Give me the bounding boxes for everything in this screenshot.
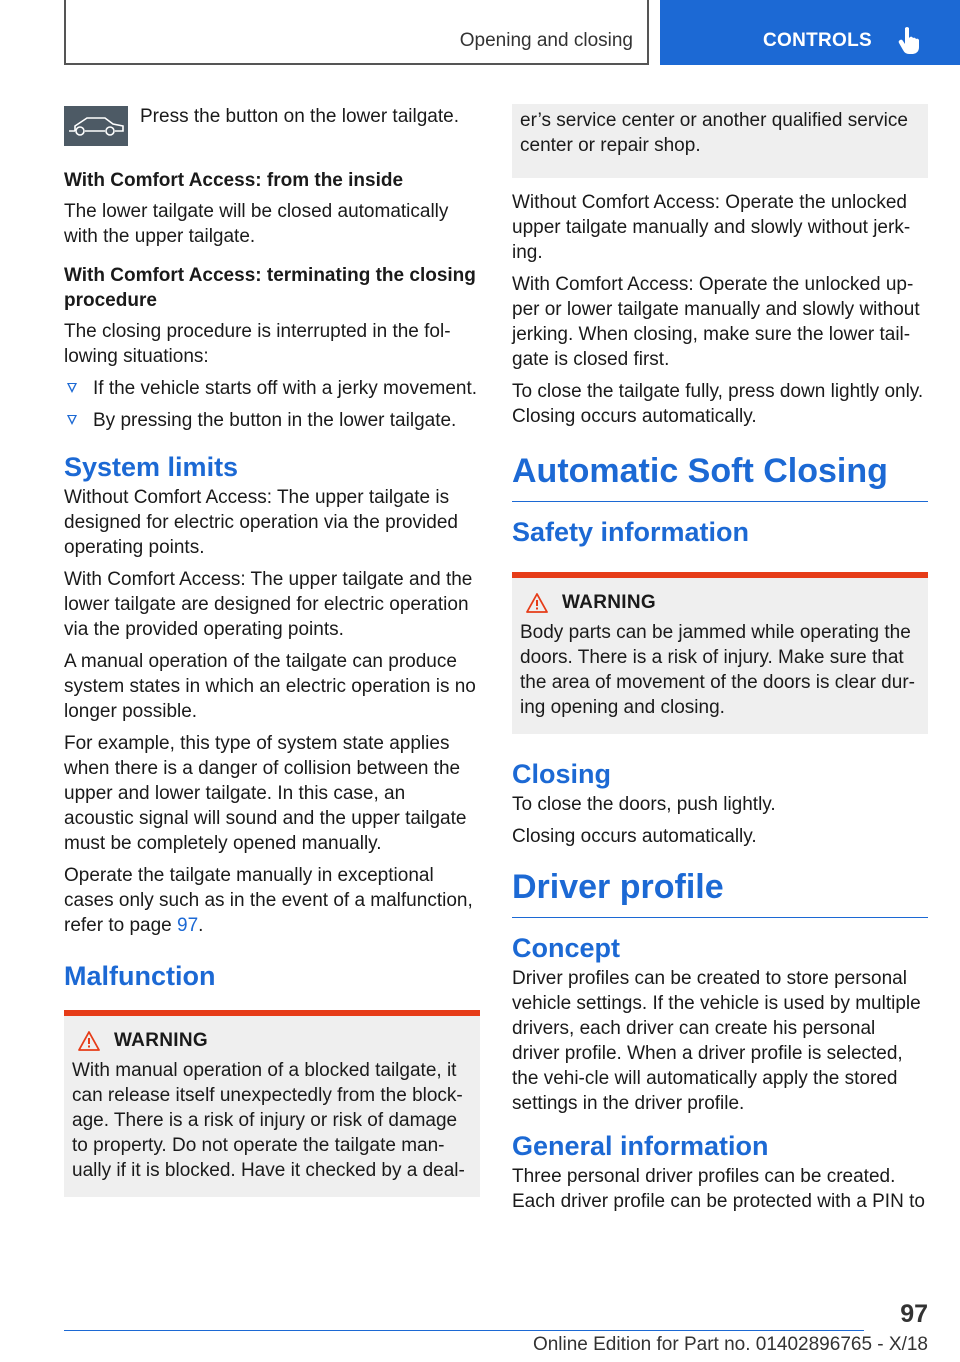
safety-information-heading: Safety information [512,517,750,547]
section-title: Opening and closing [459,30,633,51]
warning-continuation-box [512,104,928,178]
manual-operation-p2: With Comfort Access: Operate the unlocked up‐per or lower tailgate manually and slowly without jerking. When closing, make sure the lower tail‐gate is closed first. [512,274,920,370]
closing-p2: Closing occurs automatically. [512,826,757,847]
button-instruction-text: Press the button on the lower tailgate. [140,106,459,127]
malfunction-heading: Malfunction [64,961,216,991]
footer-edition-text: Online Edition for Part no. 01402896765 - X/18 [532,1334,928,1355]
closing-heading: Closing [512,759,611,789]
page-number: 97 [900,1300,928,1328]
terminating-text: The closing procedure is interrupted in the fol‐lowing situations: [64,321,451,367]
hand-pointer-icon [897,26,923,54]
comfort-inside-heading: With Comfort Access: from the inside [64,170,404,191]
warning-header [520,592,920,614]
soft-closing-heading: Automatic Soft Closing [512,451,928,502]
car-tailgate-icon [64,106,128,146]
system-limits-p5: Operate the tailgate manually in exceptional cases only such as in the event of a malfunction, refer to page 97. [64,865,473,936]
warning-continuation-text: er’s service center or another qualified service center or repair shop. [520,110,908,156]
triangle-bullet-icon [67,415,77,425]
general-information-text: Three personal driver profiles can be created. Each driver profile can be protected with a PIN to [512,1166,925,1212]
tailgate-button-instruction [64,100,480,146]
comfort-inside-text: The lower tailgate will be closed automatically with the upper tailgate. [64,201,449,247]
warning-triangle-icon [78,1031,100,1051]
warning-header [72,1030,472,1052]
triangle-bullet-icon [67,383,77,393]
concept-heading: Concept [512,933,620,963]
system-limits-p2: With Comfort Access: The upper tailgate and the lower tailgate are designed for electric operation via the provided operating points. [64,569,473,640]
list-item: If the vehicle starts off with a jerky movement. [64,376,480,401]
manual-operation-p3: To close the tailgate fully, press down lightly only. Closing occurs automatically. [512,381,924,427]
warning-label: WARNING [562,592,656,613]
closing-p1: To close the doors, push lightly. [512,794,776,815]
system-limits-p3: A manual operation of the tailgate can produce system states in which an electric operation is no longer possible. [64,651,476,722]
warning-text: Body parts can be jammed while operating the doors. There is a risk of injury. Make sure that the area of movement of the doors is clear dur‐ing opening and closing. [520,622,915,718]
header-section-box [64,0,649,65]
warning-label: WARNING [114,1030,208,1051]
warning-text: With manual operation of a blocked tailgate, it can release itself unexpectedly from the block‐age. There is a risk of injury or risk of damage to property. Do not operate the tailgate man‐ually if it is blocked. Have it checked by a deal‐ [72,1060,465,1181]
interruption-list [64,376,480,433]
chapter-title: CONTROLS [763,30,873,51]
footer-divider [64,1330,864,1331]
system-limits-p4: For example, this type of system state applies when there is a danger of collision between the upper and lower tailgate. In this case, an acoustic signal will sound and the upper tailgate must be completely opened manually. [64,733,467,854]
list-item: By pressing the button in the lower tailgate. [64,408,480,433]
general-information-heading: General information [512,1131,769,1161]
page-reference-link[interactable]: 97 [177,915,199,936]
door-warning-box [512,572,928,734]
warning-triangle-icon [526,593,548,613]
right-column [512,104,928,1221]
terminating-heading: With Comfort Access: terminating the closing procedure [64,265,476,311]
malfunction-warning-box [64,1010,480,1197]
left-column [64,100,480,1197]
driver-profile-heading: Driver profile [512,867,928,918]
concept-text: Driver profiles can be created to store personal vehicle settings. If the vehicle is used by multiple drivers, each driver can create his personal driver profile. When a driver profile is selected, the vehi‐cle will automatically apply the stored settings in the driver profile. [512,968,921,1114]
header-chapter-tab[interactable] [660,0,960,65]
manual-operation-p1: Without Comfort Access: Operate the unlocked upper tailgate manually and slowly without jerk‐ing. [512,192,911,263]
system-limits-p1: Without Comfort Access: The upper tailgate is designed for electric operation via the provided operating points. [64,487,458,558]
system-limits-heading: System limits [64,452,239,482]
